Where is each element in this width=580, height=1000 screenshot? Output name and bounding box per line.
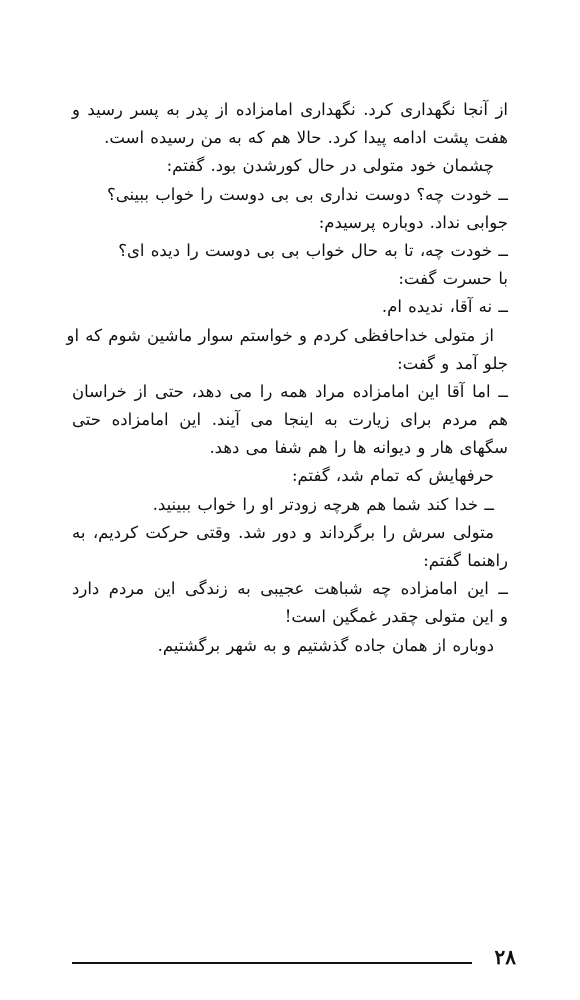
text-line: و این متولی چقدر غمگین است! [284,607,508,627]
text-line: با حسرت گفت: [398,269,508,289]
text-line: دوباره از همان جاده گذشتیم و به شهر برگشتیم. [157,635,494,655]
dialogue-line: ــ خودت چه، تا به حال خواب بی بی دوست را دیده ای؟ [118,240,508,260]
page-number: ۲۸ [494,945,516,969]
text-line: راهنما گفتم: [423,551,508,570]
text-line: هفت پشت ادامه پیدا کرد. حالا هم که به من رسیده است. [104,128,508,148]
text-line: حرفهایش که تمام شد، گفتم: [291,466,494,486]
footer-rule [72,962,472,964]
text-line: هم مردم برای زیارت به اینجا می آیند. این امامزاده حتی [72,410,508,430]
dialogue-line: ــ خودت چه؟ دوست نداری بی بی دوست را خواب ببینی؟ [106,184,508,204]
text-line: سگهای هار و دیوانه ها را هم شفا می دهد. [209,438,508,458]
text-line: از متولی خداحافظی کردم و خواستم سوار ماشین شوم که او [66,325,494,345]
text-line: متولی سرش را برگرداند و دور شد. وقتی حرکت کردیم، به [72,522,494,542]
page-text [66,96,508,660]
text-line: از آنجا نگهداری کرد. نگهداری امامزاده از پدر به پسر رسید و [72,100,508,119]
dialogue-line: ــ اما آقا این امامزاده مراد همه را می دهد، حتی از خراسان [72,381,508,401]
text-line: جلو آمد و گفت: [397,353,508,373]
dialogue-line: ــ خدا کند شما هم هرچه زودتر او را خواب ببینید. [152,494,494,514]
dialogue-line: ــ نه آقا، ندیده ام. [381,297,508,317]
text-line: چشمان خود متولی در حال کورشدن بود. گفتم: [166,156,494,176]
text-line: جوابی نداد. دوباره پرسیدم: [318,212,508,232]
dialogue-line: ــ این امامزاده چه شباهت عجیبی به زندگی این مردم دارد [72,579,508,599]
